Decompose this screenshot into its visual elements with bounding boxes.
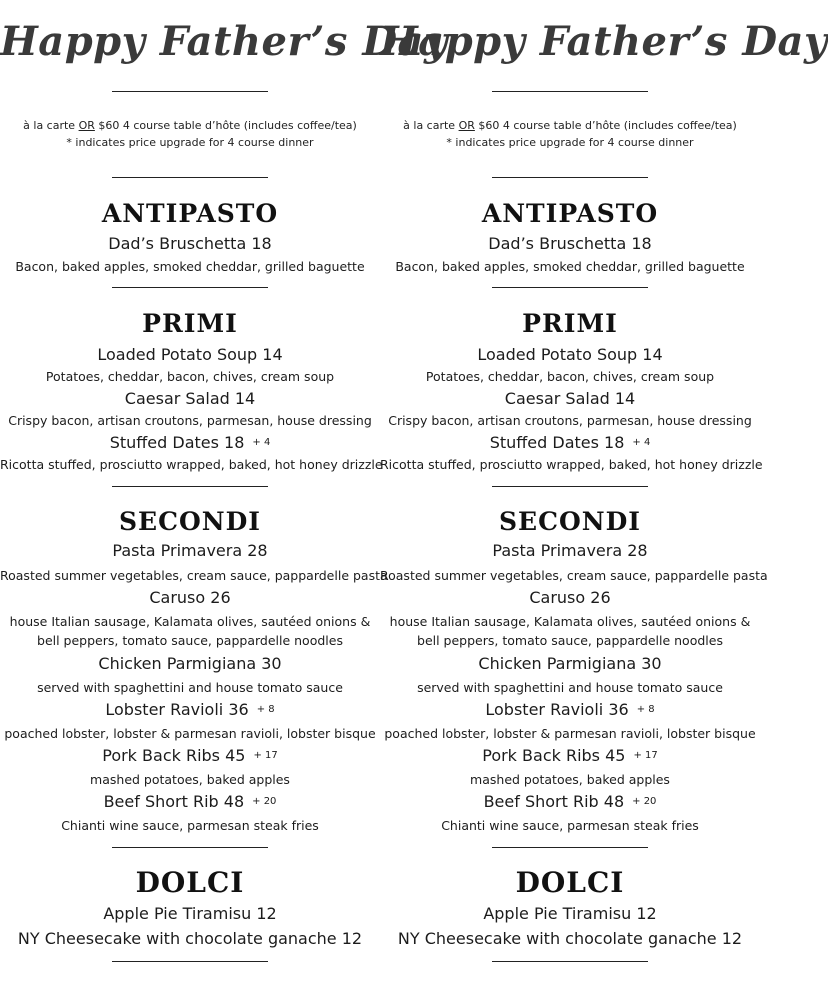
divider xyxy=(492,486,648,487)
item-desc: Crispy bacon, artisan croutons, parmesan, house dressing xyxy=(388,413,752,428)
divider xyxy=(492,287,648,288)
item-desc: mashed potatoes, baked apples xyxy=(90,772,290,787)
item-name: Beef Short Rib 48 + 20 xyxy=(483,792,657,811)
item-name: Caruso 26 xyxy=(149,588,231,607)
item-desc: Potatoes, cheddar, bacon, chives, cream soup xyxy=(45,369,335,384)
item-name: Apple Pie Tiramisu 12 xyxy=(483,904,657,923)
item-name: Apple Pie Tiramisu 12 xyxy=(103,904,277,923)
item-name: Caesar Salad 14 xyxy=(504,389,636,408)
divider xyxy=(112,177,268,178)
price-upgrade: + 17 xyxy=(253,750,278,761)
item-desc: Potatoes, cheddar, bacon, chives, cream soup xyxy=(425,369,715,384)
item-desc: bell peppers, tomato sauce, pappardelle noodles xyxy=(417,633,723,648)
item-name: NY Cheesecake with chocolate ganache 12 xyxy=(397,929,743,948)
divider xyxy=(492,177,648,178)
menu-title: Happy Father’s Day xyxy=(0,18,448,65)
item-name: Lobster Ravioli 36 + 8 xyxy=(105,700,275,719)
item-name: Stuffed Dates 18 + 4 xyxy=(489,433,651,452)
intro-pricing-line: à la carte OR $60 4 course table d’hôte (includes coffee/tea) xyxy=(403,119,737,132)
item-desc: Bacon, baked apples, smoked cheddar, grilled baguette xyxy=(395,259,745,274)
item-name: Pork Back Ribs 45 + 17 xyxy=(102,746,278,765)
item-desc: served with spaghettini and house tomato sauce xyxy=(37,680,343,695)
section-title-dolci: DOLCI xyxy=(135,866,245,899)
item-name: Stuffed Dates 18 + 4 xyxy=(109,433,271,452)
item-name: Pork Back Ribs 45 + 17 xyxy=(482,746,658,765)
section-title-antipasto: ANTIPASTO xyxy=(481,199,659,228)
section-title-secondi: SECONDI xyxy=(498,507,641,536)
item-name: Chicken Parmigiana 30 xyxy=(98,654,282,673)
section-title-primi: PRIMI xyxy=(142,309,238,338)
item-name: Dad’s Bruschetta 18 xyxy=(488,234,652,253)
item-desc: Ricotta stuffed, prosciutto wrapped, baked, hot honey drizzle xyxy=(0,457,383,472)
divider xyxy=(492,847,648,848)
item-desc: Roasted summer vegetables, cream sauce, pappardelle pasta xyxy=(380,568,768,583)
intro-pricing-line: à la carte OR $60 4 course table d’hôte (includes coffee/tea) xyxy=(23,119,357,132)
divider xyxy=(112,287,268,288)
divider xyxy=(492,961,648,962)
section-title-antipasto: ANTIPASTO xyxy=(101,199,279,228)
item-desc: served with spaghettini and house tomato sauce xyxy=(417,680,723,695)
divider xyxy=(492,91,648,92)
section-title-primi: PRIMI xyxy=(522,309,618,338)
item-name: Caesar Salad 14 xyxy=(124,389,256,408)
divider xyxy=(112,91,268,92)
item-name: Chicken Parmigiana 30 xyxy=(478,654,662,673)
item-desc: Chianti wine sauce, parmesan steak fries xyxy=(441,818,699,833)
item-desc: bell peppers, tomato sauce, pappardelle noodles xyxy=(37,633,343,648)
menu-column-right xyxy=(380,0,828,994)
item-desc: Ricotta stuffed, prosciutto wrapped, baked, hot honey drizzle xyxy=(380,457,763,472)
item-desc: Chianti wine sauce, parmesan steak fries xyxy=(61,818,319,833)
item-desc: poached lobster, lobster & parmesan ravioli, lobster bisque xyxy=(384,726,756,741)
price-upgrade: + 8 xyxy=(636,704,655,715)
divider xyxy=(112,486,268,487)
item-desc: mashed potatoes, baked apples xyxy=(470,772,670,787)
item-name: Pasta Primavera 28 xyxy=(492,541,648,560)
price-upgrade: + 20 xyxy=(252,796,277,807)
item-desc: Roasted summer vegetables, cream sauce, pappardelle pasta xyxy=(0,568,388,583)
item-desc: Bacon, baked apples, smoked cheddar, grilled baguette xyxy=(15,259,365,274)
item-name: Dad’s Bruschetta 18 xyxy=(108,234,272,253)
price-upgrade: + 20 xyxy=(632,796,657,807)
item-name: Pasta Primavera 28 xyxy=(112,541,268,560)
item-name: Loaded Potato Soup 14 xyxy=(97,345,283,364)
section-title-secondi: SECONDI xyxy=(118,507,261,536)
intro-upgrade-note: * indicates price upgrade for 4 course dinner xyxy=(446,136,694,149)
price-upgrade: + 4 xyxy=(632,437,651,448)
price-upgrade: + 4 xyxy=(252,437,271,448)
intro-upgrade-note: * indicates price upgrade for 4 course dinner xyxy=(66,136,314,149)
menu-title: Happy Father’s Day xyxy=(380,18,828,65)
divider xyxy=(112,961,268,962)
price-upgrade: + 17 xyxy=(633,750,658,761)
item-name: Caruso 26 xyxy=(529,588,611,607)
item-name: Loaded Potato Soup 14 xyxy=(477,345,663,364)
item-name: Beef Short Rib 48 + 20 xyxy=(103,792,277,811)
item-desc: house Italian sausage, Kalamata olives, sautéed onions & xyxy=(9,614,371,629)
section-title-dolci: DOLCI xyxy=(515,866,625,899)
divider xyxy=(112,847,268,848)
item-desc: house Italian sausage, Kalamata olives, sautéed onions & xyxy=(389,614,751,629)
item-name: Lobster Ravioli 36 + 8 xyxy=(485,700,655,719)
item-name: NY Cheesecake with chocolate ganache 12 xyxy=(17,929,363,948)
item-desc: Crispy bacon, artisan croutons, parmesan, house dressing xyxy=(8,413,372,428)
price-upgrade: + 8 xyxy=(256,704,275,715)
item-desc: poached lobster, lobster & parmesan ravioli, lobster bisque xyxy=(4,726,376,741)
